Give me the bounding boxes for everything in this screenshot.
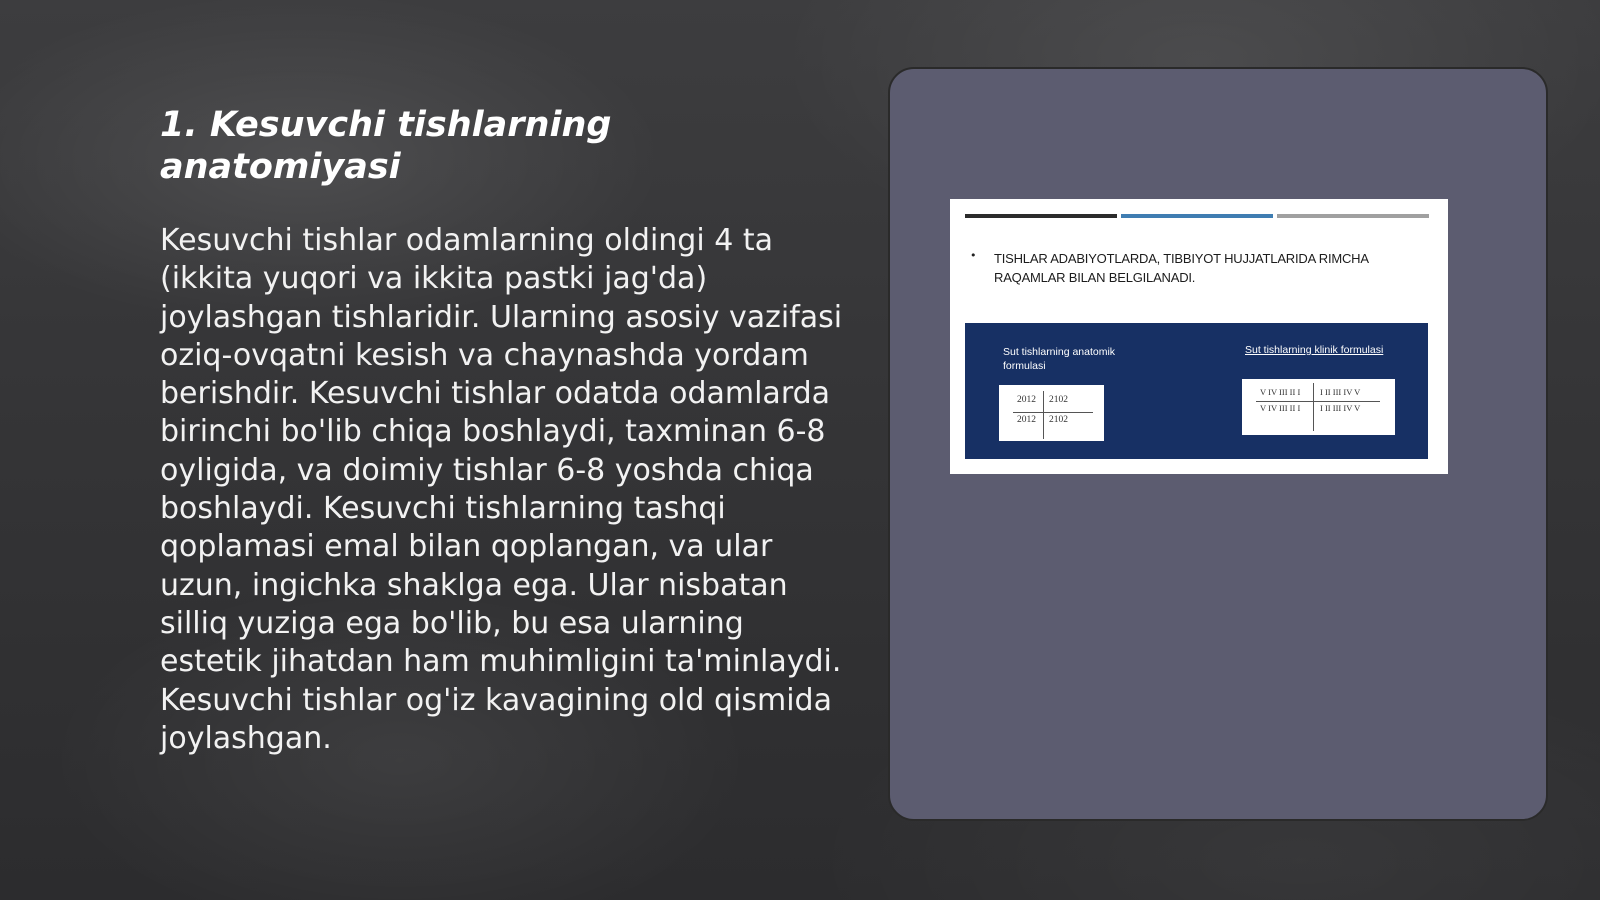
formula-cell: 2012: [1017, 395, 1036, 405]
image-frame: [888, 67, 1548, 821]
embedded-bullet-text: TISHLAR ADABIYOTLARDA, TIBBIYOT HUJJATLARIDA RIMCHA RAQAMLAR BILAN BELGILANADI.: [994, 251, 1369, 285]
formula-cell: 2102: [1049, 395, 1068, 405]
formula-panel: [965, 323, 1428, 459]
formula-cell: I II III IV V: [1320, 387, 1361, 397]
clinical-formula-label: Sut tishlarning klinik formulasi: [1245, 344, 1384, 356]
slide-body-text: Kesuvchi tishlar odamlarning oldingi 4 ta (ikkita yuqori va ikkita pastki jag'da) joylashgan tishlaridir. Ularning asosiy vazifasi oziq-ovqatni kesish va chaynashda yordam berishdir. Kesuvchi tishlar odatda odamlarda birinchi bo'lib chiqa boshlaydi, taxminan 6-8 oyligida, va doimiy tishlar 6-8 yoshda chiqa boshlaydi. Kesuvchi tishlarning tashqi qoplamasi emal bilan qoplangan, va ular uzun, ingichka shaklga ega. Ular nisbatan silliq yuziga ega bo'lib, bu esa ularning estetik jihatdan ham muhimligini ta'minlaydi. Kesuvchi tishlar og'iz kavagining old qismida joylashgan.: [160, 223, 843, 756]
accent-bar-grey: [1277, 214, 1429, 218]
anatomic-formula-box: [999, 385, 1104, 441]
formula-divider-horizontal: [1013, 412, 1093, 413]
formula-cell: V IV III II I: [1260, 403, 1301, 413]
anatomic-formula-label: Sut tishlarning anatomik formulasi: [1003, 346, 1116, 372]
formula-cell: 2102: [1049, 415, 1068, 425]
embedded-slide-image: [950, 199, 1448, 474]
formula-cell: 2012: [1017, 415, 1036, 425]
clinical-formula-box: [1242, 379, 1395, 435]
text-column: [160, 104, 850, 758]
bullet-icon: •: [970, 249, 977, 262]
formula-cell: V IV III II I: [1260, 387, 1301, 397]
formula-divider-horizontal: [1256, 401, 1380, 402]
formula-divider-vertical: [1043, 391, 1044, 439]
accent-bar-dark: [965, 214, 1117, 218]
accent-bar-blue: [1121, 214, 1273, 218]
slide-title: 1. Kesuvchi tishlarning anatomiyasi: [160, 105, 612, 187]
formula-cell: I II III IV V: [1320, 403, 1361, 413]
formula-divider-vertical: [1313, 383, 1314, 431]
